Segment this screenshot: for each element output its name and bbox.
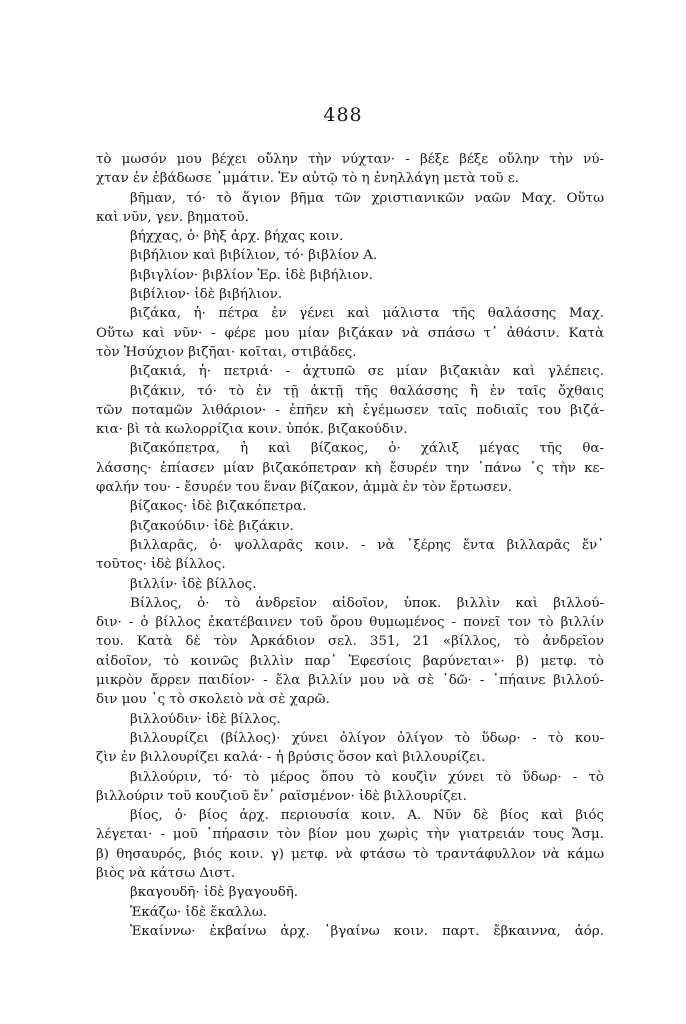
text-line: βιζάκα, ἡ· πέτρα ἐν γένει καὶ μάλιστα τῆς θαλάσσης Μαχ.	[130, 306, 604, 322]
text-line: φαλήν του· - ἔσυρέν του ἕναν βίζακον, ἀμμὰ ἐν τὸν ἔρτωσεν.	[96, 480, 512, 496]
text-line: βίζακος· ἰδὲ βιζακόπετρα.	[130, 499, 307, 515]
text-line: του. Κατὰ δὲ τὸν Ἀρκάδιον σελ. 351, 21 «βίλλος, τὸ ἀνδρεῖον	[96, 634, 604, 650]
text-line: βίος, ὁ· βίος ἀρχ. περιουσία κοιν. Α. Νῦν δὲ βίος καὶ βιός	[130, 808, 604, 824]
text-line: τοῦτος· ἰδὲ βίλλος.	[96, 557, 226, 573]
dictionary-text	[96, 150, 604, 941]
text-line: βιλλούριν, τό· τὸ μέρος ὅπου τὸ κουζὶν χύνει τὸ ὕδωρ· - τὸ	[130, 769, 604, 785]
text-line: λέγεται· - μοῦ ᾽πήρασιν τὸν βίον μου χωρὶς τὴν γιατρειάν τους Ἄσμ.	[96, 827, 604, 843]
text-line: διν· - ὁ βίλλος ἐκατέβαινεν τοῦ ὄρου θυμωμένος - πονεῖ τον τὸ βιλλίν	[96, 615, 604, 631]
text-line: Ἐκάζω· ἰδὲ ἔκαλλω.	[130, 904, 268, 920]
text-line: βιλλούριν τοῦ κουζιοῦ ἔν᾽ ραϊσμένον· ἰδὲ βιλλουρίζει.	[96, 788, 467, 804]
text-line: βιλλίν· ἰδὲ βίλλος.	[130, 576, 257, 592]
text-line: βκαγουδῆ· ἰδὲ βγαγουδῆ.	[130, 885, 299, 901]
text-line: διν μου ᾽ς τὸ σκολειὸ νὰ σὲ χαρῶ.	[96, 692, 330, 708]
text-line: τὸ μωσόν μου βέχει οὔλην τὴν νύχταν· - βέξε βέξε οὔλην τὴν νύ-	[96, 152, 604, 167]
text-line: τῶν ποταμῶν λιθάριον· - ἐπῆεν κὴ ἐγέμωσεν ταῖς ποδιαῖς του βιζά-	[96, 402, 604, 418]
text-line: βιλλαρᾶς, ὁ· ψολλαρᾶς κοιν. - νὰ ᾽ξέρης ἔντα βιλλαρᾶς ἔν᾽	[130, 537, 604, 553]
text-line: βιβήλιον καὶ βιβίλιον, τό· βιβλίον Α.	[130, 248, 378, 264]
text-line: ζὶν ἐν βιλλουρίζει καλά· - ἡ βρύσις ὅσον καὶ βιλλουρίζει.	[96, 750, 486, 766]
text-line: Οὕτω καὶ νῦν· - φέρε μου μίαν βιζάκαν νὰ σπάσω τ᾽ ἀθάσιν. Κατὰ	[96, 325, 604, 341]
text-line: βιὸς νὰ κάτσω Διστ.	[96, 865, 236, 881]
text-line: βιλλουρίζει (βίλλος)· χύνει ὀλίγον ὀλίγον τὸ ὕδωρ· - τὸ κου-	[130, 730, 604, 746]
text-line: Βίλλος, ὁ· τὸ ἀνδρεῖον αἰδοῖον, ὑποκ. βιλλὶν καὶ βιλλού-	[130, 595, 604, 611]
text-line: βιλλούδιν· ἰδὲ βίλλος.	[130, 711, 281, 727]
text-line: τὸν Ἡσύχιον βιζῆαι· κοῖται, στιβάδες.	[96, 344, 357, 360]
text-line: βῆμαν, τό· τὸ ἅγιον βῆμα τῶν χριστιανικῶν ναῶν Μαχ. Οὕτω	[130, 190, 604, 206]
text-line: λάσσης· ἐπίασεν μίαν βιζακόπετραν κὴ ἔσυρέν την ᾽πάνω ᾽ς τὴν κε-	[96, 460, 604, 476]
text-line: βιζακόπετρα, ἡ καὶ βίζακος, ὁ· χάλιξ μέγας τῆς θα-	[130, 441, 604, 457]
text-line: β) θησαυρός, βιός κοιν. γ) μετφ. νὰ φτάσω τὸ τραντάφυλλον νὰ κάμω	[96, 846, 604, 862]
text-line: βιβίλιον· ἰδὲ βιβήλιον.	[130, 287, 283, 303]
text-line: βιζακούδιν· ἰδὲ βιζάκιν.	[130, 518, 294, 534]
text-line: μικρὸν ἄρρεν παιδίον· - ἔλα βιλλίν μου νὰ σὲ ᾽δῶ· - ᾽πήαινε βιλλού-	[96, 673, 604, 689]
text-line: καὶ νῦν, γεν. βηματοῦ.	[96, 209, 249, 225]
text-line: αἰδοῖον, τὸ κοινῶς βιλλὶν παρ᾽ Ἐφεσίοις βαρύνεται»· β) μετφ. τὸ	[96, 653, 604, 669]
text-line: βιζακιά, ἡ· πετριά· - ἀχτυπῶ σε μίαν βιζακιὰν καὶ γλέπεις.	[130, 364, 604, 380]
text-line: βήχχας, ὁ· βὴξ ἀρχ. βήχας κοιν.	[130, 229, 344, 245]
text-line: κια· βὶ τὰ κωλορρίζια κοιν. ὑπόκ. βιζακούδιν.	[96, 422, 408, 438]
text-line: βιβιγλίον· βιβλίον Ἐρ. ἰδὲ βιβήλιον.	[130, 267, 373, 283]
text-line: βιζάκιν, τό· τὸ ἐν τῇ ἀκτῇ τῆς θαλάσσης ἢ ἐν ταῖς ὄχθαις	[130, 383, 604, 399]
text-line: χταν ἐν ἐβάδωσε ᾽μμάτιν. Ἐν αὐτῷ τὸ η ἐνηλλάγη μετὰ τοῦ ε.	[96, 171, 519, 187]
page-number: 488	[323, 104, 363, 126]
text-line: Ἐκαίννω· ἐκβαίνω ἀρχ. ᾽βγαίνω κοιν. παρτ. ἔβκαιννα, ἀόρ.	[130, 923, 604, 939]
